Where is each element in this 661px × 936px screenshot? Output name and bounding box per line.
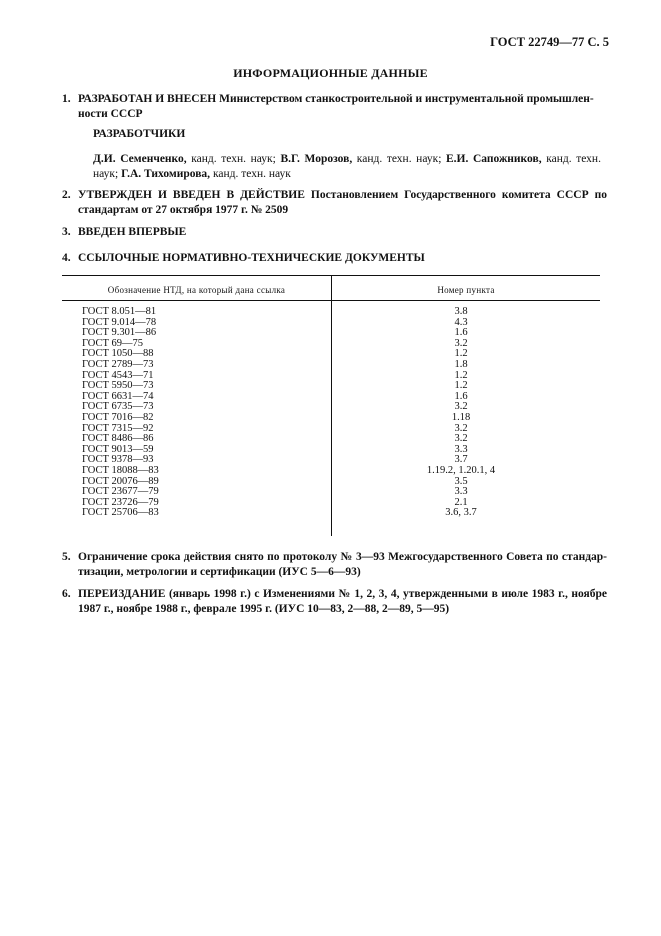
table-item-column — [415, 307, 507, 519]
developer-3-name: Е.И. Сапожников, — [441, 153, 542, 165]
section-4-number: 4. — [62, 252, 71, 264]
table-row-designation: ГОСТ 7315—92 — [82, 422, 154, 434]
table-row-designation: ГОСТ 8486—86 — [82, 433, 154, 445]
section-5-text: Ограничение срока действия снято по протоколу № 3—93 Межгосударственного Совета по стандар-тизации, метрологии и сертификации (ИУС 5—6—93) — [78, 551, 607, 578]
section-6-number: 6. — [62, 588, 71, 600]
table-row-item-number: 1.2 — [454, 348, 468, 360]
table-row-item-number: 3.2 — [454, 422, 468, 434]
table-row-designation: ГОСТ 1050—88 — [82, 348, 154, 360]
table-row-designation: ГОСТ 7016—82 — [82, 411, 154, 423]
section-2-lead: УТВЕРЖДЕН И ВВЕДЕН В ДЕЙСТВИЕ — [78, 189, 305, 201]
page-reference: ГОСТ 22749—77 С. 5 — [490, 35, 609, 49]
developer-3-title: канд. техн. наук; — [93, 153, 601, 180]
table-designation-column — [82, 307, 159, 519]
table-row-designation: ГОСТ 6631—74 — [82, 390, 154, 402]
table-row-item-number: 3.3 — [454, 443, 468, 455]
table-row-item-number: 3.3 — [454, 486, 468, 498]
developers-list — [93, 152, 601, 182]
table-row-item-number: 3.8 — [454, 306, 468, 317]
table-row-item-number: 1.6 — [454, 327, 468, 339]
developer-2-name: В.Г. Морозов, — [275, 153, 353, 165]
table-row-item-number: 1.2 — [454, 380, 468, 392]
table-row-designation: ГОСТ 4543—71 — [82, 369, 154, 381]
developer-1-title: канд. техн. наук; — [186, 153, 276, 165]
table-row-item-number: 3.5 — [454, 475, 468, 487]
table-row-item-number: 2.1 — [454, 496, 468, 508]
section-6-text: (январь 1998 г.) с Изменениями № 1, 2, 3, 4, утвержденными в июле 1983 г., ноябре 1987 г., ноябре 1988 г., феврале 1995 г. (ИУС 10—83, 2—88, 2—89, 5—95) — [78, 588, 607, 615]
table-header-item-number: Номер пункта — [437, 285, 495, 295]
table-row-item-number: 1.2 — [454, 369, 468, 381]
developer-1-name: Д.И. Семенченко, — [93, 153, 187, 165]
section-3-number: 3. — [62, 226, 71, 238]
table-row-designation: ГОСТ 8.051—81 — [82, 306, 157, 317]
section-6 — [62, 587, 607, 617]
section-1-text-2: ности СССР — [78, 108, 143, 120]
section-2 — [62, 188, 607, 218]
table-row-item-number: 3.6, 3.7 — [445, 507, 477, 519]
table-row-designation: ГОСТ 2789—73 — [82, 358, 154, 370]
table-row-designation: ГОСТ 20076—89 — [82, 475, 159, 487]
page-title: ИНФОРМАЦИОННЫЕ ДАННЫЕ — [233, 66, 428, 80]
table-row-designation: ГОСТ 9378—93 — [82, 454, 154, 466]
section-5 — [62, 550, 607, 580]
section-6-lead: ПЕРЕИЗДАНИЕ — [78, 588, 166, 600]
table-row-designation: ГОСТ 6735—73 — [82, 401, 154, 413]
section-4 — [62, 251, 607, 266]
section-3-lead: ВВЕДЕН ВПЕРВЫЕ — [78, 226, 187, 238]
table-column-divider — [331, 275, 332, 536]
table-row-item-number: 1.6 — [454, 390, 468, 402]
table-row-item-number: 1.18 — [451, 411, 471, 423]
section-3 — [62, 225, 607, 240]
section-2-number: 2. — [62, 189, 71, 201]
section-1-text-1: Министерством станкостроительной и инструментальной промышлен- — [216, 93, 594, 105]
table-row-item-number: 3.2 — [454, 401, 468, 413]
table-row-designation: ГОСТ 9013—59 — [82, 443, 154, 455]
section-1-lead: РАЗРАБОТАН И ВНЕСЕН — [78, 93, 217, 105]
table-row-designation: ГОСТ 23677—79 — [82, 486, 159, 498]
table-row-item-number: 3.2 — [454, 337, 468, 349]
developers-heading: РАЗРАБОТЧИКИ — [93, 128, 186, 140]
table-row-item-number: 3.2 — [454, 433, 468, 445]
table-row-item-number: 3.7 — [454, 454, 468, 466]
table-row-item-number: 1.19.2, 1.20.1, 4 — [426, 464, 496, 476]
section-2-text: Постановлением Государственного комитета СССР по стандартам от 27 октября 1977 г. № 2509 — [78, 189, 607, 216]
developer-4-name: Г.А. Тихомирова, — [118, 168, 211, 180]
section-4-lead: ССЫЛОЧНЫЕ НОРМАТИВНО-ТЕХНИЧЕСКИЕ ДОКУМЕНТЫ — [78, 252, 425, 264]
table-row-designation: ГОСТ 9.301—86 — [82, 327, 157, 339]
table-row-designation: ГОСТ 5950—73 — [82, 380, 154, 392]
table-row-designation: ГОСТ 23726—79 — [82, 496, 159, 508]
table-row-item-number: 1.8 — [454, 358, 468, 370]
section-1 — [62, 92, 607, 122]
table-header-designation: Обозначение НТД, на который дана ссылка — [107, 285, 286, 295]
table-row-item-number: 4.3 — [454, 316, 468, 328]
table-row-designation: ГОСТ 18088—83 — [82, 464, 159, 476]
section-5-number: 5. — [62, 551, 71, 563]
developer-4-title: канд. техн. наук — [210, 168, 291, 180]
developer-2-title: канд. техн. наук; — [352, 153, 442, 165]
table-row-designation: ГОСТ 9.014—78 — [82, 316, 157, 328]
table-row-designation: ГОСТ 69—75 — [82, 337, 144, 349]
section-1-number: 1. — [62, 93, 71, 105]
table-row-designation: ГОСТ 25706—83 — [82, 507, 159, 519]
